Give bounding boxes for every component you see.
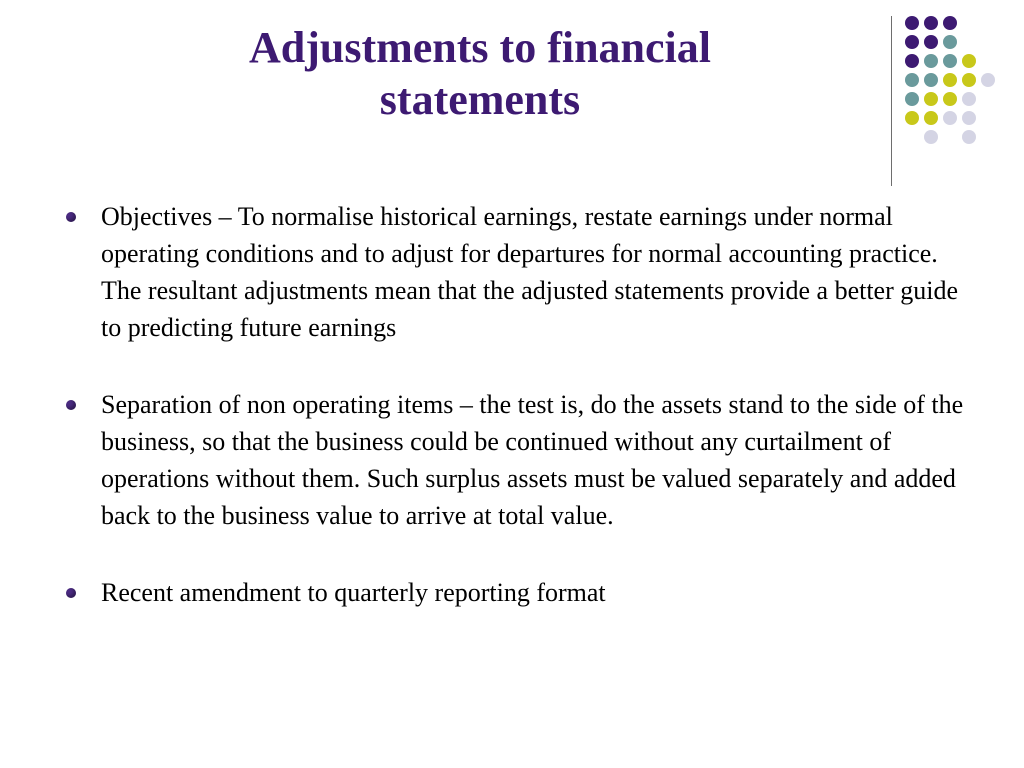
decorative-dot-purple (943, 16, 957, 30)
decorative-dot-yellow (962, 73, 976, 87)
decorative-dot-yellow (943, 73, 957, 87)
decorative-dot-lavender (943, 111, 957, 125)
bullet-item-quarterly-reporting (64, 574, 964, 611)
bullet-text: Objectives – To normalise historical earnings, restate earnings under normal operating conditions and to adjust for departures for normal accounting practice. The resultant adjustments mean that the adjusted statements provide a better guide to predicting future earnings (101, 202, 959, 342)
decorative-dot-teal (924, 73, 938, 87)
decorative-dot-lavender (962, 130, 976, 144)
bullet-marker-icon (66, 212, 76, 222)
decorative-dot-yellow (924, 111, 938, 125)
decorative-dot-teal (905, 73, 919, 87)
slide-title (110, 22, 850, 126)
decorative-dot-purple (905, 16, 919, 30)
bullet-marker-icon (66, 400, 76, 410)
decorative-dot-yellow (962, 54, 976, 68)
slide-title-line-1: Adjustments to financial (248, 23, 712, 72)
decorative-dot-teal (924, 54, 938, 68)
decorative-dot-purple (924, 35, 938, 49)
bullet-text: Recent amendment to quarterly reporting format (101, 578, 606, 607)
bullet-item-non-operating-items (64, 386, 964, 534)
decorative-dot-lavender (924, 130, 938, 144)
decorative-dot-teal (943, 35, 957, 49)
bullet-item-objectives (64, 198, 964, 346)
decorative-dot-purple (905, 54, 919, 68)
decorative-dot-lavender (981, 73, 995, 87)
decorative-dot-grid (900, 8, 1020, 178)
decorative-dot-teal (905, 92, 919, 106)
decorative-dot-yellow (924, 92, 938, 106)
title-divider-line (891, 16, 892, 186)
decorative-dot-lavender (962, 92, 976, 106)
slide-title-line-2: statements (379, 75, 581, 124)
bullet-marker-icon (66, 588, 76, 598)
bullet-list (64, 198, 964, 651)
decorative-dot-purple (924, 16, 938, 30)
decorative-dot-lavender (962, 111, 976, 125)
decorative-dot-yellow (943, 92, 957, 106)
bullet-text: Separation of non operating items – the test is, do the assets stand to the side of the business, so that the business could be continued without any curtailment of operations without them. Such surplus assets must be valued separately and added back to the business value to arrive at total value. (101, 390, 964, 530)
decorative-dot-teal (943, 54, 957, 68)
decorative-dot-purple (905, 35, 919, 49)
decorative-dot-yellow (905, 111, 919, 125)
